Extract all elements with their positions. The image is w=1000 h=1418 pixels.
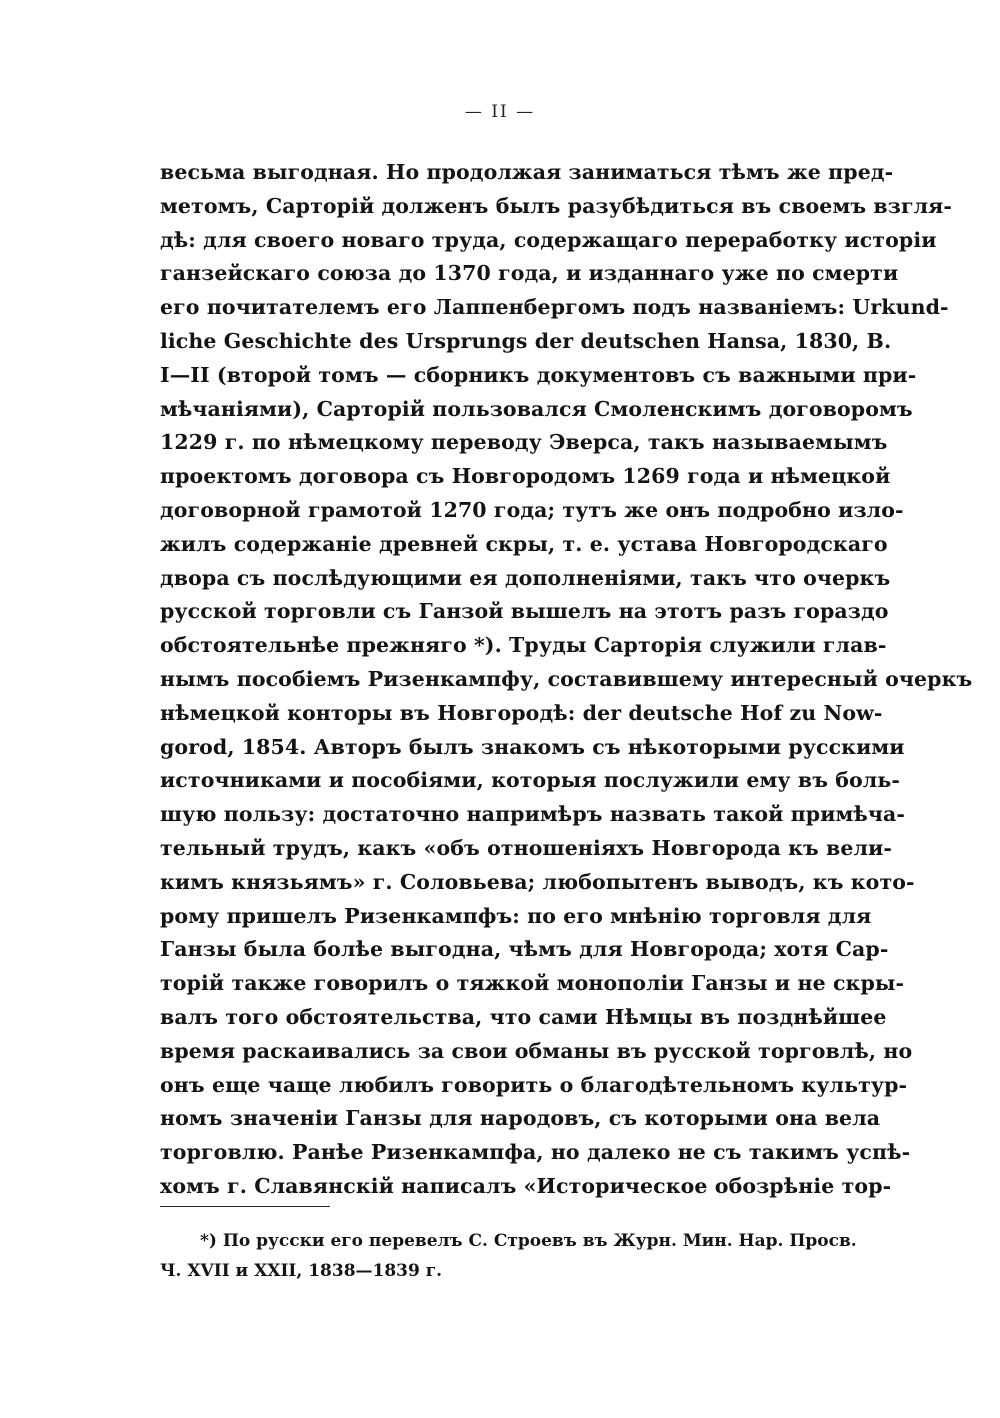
text-line: проектомъ договора съ Новгородомъ 1269 года и нѣмецкой [160,464,891,489]
text-line: мѣчаніями), Сарторій пользовался Смоленскимъ договоромъ [160,396,913,421]
text-line: обстоятельнѣе прежняго *). Труды Сарторія служили глав- [160,633,887,658]
text-line: двора съ послѣдующими ея дополненіями, такъ что очеркъ [160,565,891,590]
footnote [160,1226,857,1286]
text-line: ганзейскаго союза до 1370 года, и изданнаго уже по смерти [160,261,899,286]
text-line: gorod, 1854. Авторъ былъ знакомъ съ нѣкоторыми русскими [160,734,905,759]
text-line: шую пользу: достаточно напримѣръ назвать такой примѣча- [160,802,906,827]
text-line: валъ того обстоятельства, что сами Нѣмцы въ позднѣйшее [160,1004,887,1029]
text-line: торговлю. Ранѣе Ризенкампфа, но далеко не съ такимъ успѣ- [160,1140,911,1165]
text-line: источниками и пособіями, которыя послужили ему въ боль- [160,768,900,793]
text-line: метомъ, Сарторій долженъ былъ разубѣдиться въ своемъ взгля- [160,193,953,218]
text-line: нѣмецкой конторы въ Новгородѣ: der deutsche Hof zu Now- [160,700,883,725]
text-line: жилъ содержаніе древней скры, т. е. устава Новгородскаго [160,531,888,556]
text-line: торій также говорилъ о тяжкой монополіи Ганзы и не скры- [160,971,905,996]
text-line: тельный трудъ, какъ «объ отношеніяхъ Новгорода къ вели- [160,835,892,860]
body-text [160,156,973,1204]
text-line: хомъ г. Славянскій написалъ «Историческое обозрѣніе тор- [160,1173,892,1198]
text-line: рому пришелъ Ризенкампфъ: по его мнѣнію торговля для [160,903,872,928]
text-line: нымъ пособіемъ Ризенкампфу, составившему интересный очеркъ [160,666,973,691]
text-line: liche Geschichte des Ursprungs der deutschen Hansa, 1830, B. [160,328,892,353]
text-line: 1229 г. по нѣмецкому переводу Эверса, такъ называемымъ [160,430,888,455]
text-line: Ганзы была болѣе выгодна, чѣмъ для Новгорода; хотя Сар- [160,937,889,962]
text-line: весьма выгодная. Но продолжая заниматься тѣмъ же пред- [160,160,894,184]
footnote-line: Ч. XVII и XXII, 1838—1839 г. [160,1261,443,1281]
text-line: номъ значеніи Ганзы для народовъ, съ которыми она вела [160,1106,881,1131]
text-line: время раскаивались за свои обманы въ русской торговлѣ, но [160,1038,913,1063]
text-line: онъ еще чаще любилъ говорить о благодѣтельномъ культур- [160,1072,908,1097]
text-line: русской торговли съ Ганзой вышелъ на этотъ разъ гораздо [160,599,889,624]
footnote-divider [160,1206,330,1207]
text-line: I—II (второй томъ — сборникъ документовъ съ важными при- [160,362,917,387]
page-number: — II — [464,102,536,122]
footnote-line: *) По русски его перевелъ С. Строевъ въ Журн. Мин. Нар. Просв. [200,1231,857,1251]
text-line: договорной грамотой 1270 года; тутъ же онъ подробно изло- [160,497,904,522]
text-line: дѣ: для своего новаго труда, содержащаго переработку исторіи [160,227,937,252]
text-line: кимъ князьямъ» г. Соловьева; любопытенъ выводъ, къ кото- [160,869,915,894]
text-line: его почитателемъ его Лаппенбергомъ подъ названіемъ: Urkund- [160,295,949,320]
